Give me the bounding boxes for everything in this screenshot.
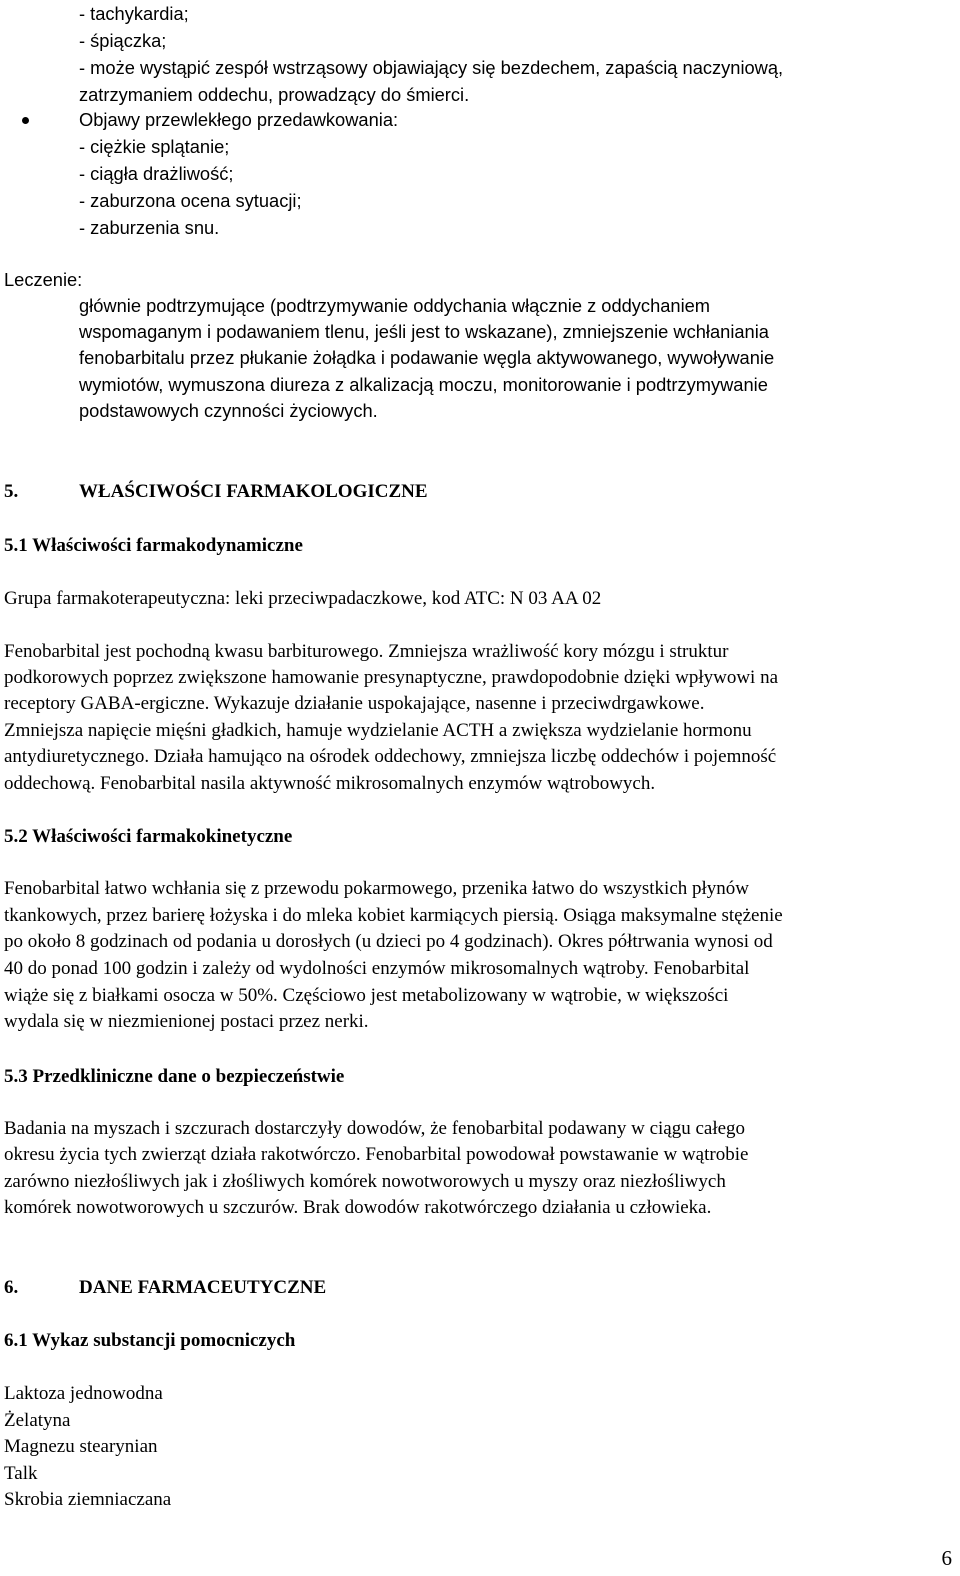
paragraph-line: receptory GABA-ergiczne. Wykazuje działanie uspokajające, nasenne i przeciwdrgawkowe. (4, 693, 705, 714)
symptom-item: - ciągła drażliwość; (79, 163, 234, 184)
paragraph-line: Fenobarbital łatwo wchłania się z przewodu pokarmowego, przenika łatwo do wszystkich płynów (4, 878, 750, 899)
symptom-item: zatrzymaniem oddechu, prowadzący do śmierci. (79, 84, 470, 105)
paragraph-line: podkorowych poprzez zwiększone hamowanie presynaptyczne, prawdopodobnie dzięki wpływowi na (4, 667, 778, 688)
section-number: 5. (4, 481, 19, 502)
excipient-item: Laktoza jednowodna (4, 1383, 163, 1404)
paragraph-line: Fenobarbital jest pochodną kwasu barbiturowego. Zmniejsza wrażliwość kory mózgu i struktur (4, 641, 729, 662)
symptom-item: - śpiączka; (79, 30, 167, 51)
subsection-heading: 6.1 Wykaz substancji pomocniczych (4, 1330, 296, 1351)
paragraph-line: Badania na myszach i szczurach dostarczyły dowodów, że fenobarbital podawany w ciągu całego (4, 1118, 746, 1139)
symptom-item: - zaburzenia snu. (79, 217, 220, 238)
paragraph-line: okresu życia tych zwierząt działa rakotwórczo. Fenobarbital powodował powstawanie w wątrobie (4, 1144, 749, 1165)
paragraph-line: komórek nowotworowych u szczurów. Brak dowodów rakotwórczego działania u człowieka. (4, 1197, 712, 1218)
chronic-overdose-heading: Objawy przewlekłego przedawkowania: (79, 109, 399, 130)
bullet-icon (22, 117, 29, 124)
treatment-text-line: wymiotów, wymuszona diureza z alkalizacją moczu, monitorowanie i podtrzymywanie (79, 374, 768, 395)
treatment-text-line: wspomaganym i podawaniem tlenu, jeśli jest to wskazane), zmniejszenie wchłaniania (79, 321, 769, 342)
treatment-text-line: podstawowych czynności życiowych. (79, 400, 378, 421)
paragraph-line: wiąże się z białkami osocza w 50%. Częściowo jest metabolizowany w wątrobie, w większości (4, 985, 729, 1006)
paragraph-line: 40 do ponad 100 godzin i zależy od wydolności enzymów mikrosomalnych wątroby. Fenobarbital (4, 958, 750, 979)
section-title: WŁAŚCIWOŚCI FARMAKOLOGICZNE (79, 481, 428, 502)
page-number: 6 (941, 1546, 952, 1570)
symptom-item: - zaburzona ocena sytuacji; (79, 190, 302, 211)
paragraph-line: po około 8 godzinach od podania u dorosłych (u dzieci po 4 godzinach). Okres półtrwania wynosi od (4, 931, 773, 952)
section-number: 6. (4, 1277, 19, 1298)
paragraph-line: oddechową. Fenobarbital nasila aktywność mikrosomalnych enzymów wątrobowych. (4, 773, 656, 794)
excipient-item: Żelatyna (4, 1410, 71, 1431)
symptom-item: - ciężkie splątanie; (79, 136, 230, 157)
symptom-item: - tachykardia; (79, 3, 189, 24)
excipient-item: Talk (4, 1463, 38, 1484)
excipient-item: Skrobia ziemniaczana (4, 1489, 172, 1510)
treatment-text-line: fenobarbitalu przez płukanie żołądka i podawanie węgla aktywowanego, wywoływanie (79, 347, 775, 368)
excipient-item: Magnezu stearynian (4, 1436, 158, 1457)
section-title: DANE FARMACEUTYCZNE (79, 1277, 327, 1298)
paragraph-line: wydala się w niezmienionej postaci przez nerki. (4, 1011, 369, 1032)
paragraph-line: antydiuretycznego. Działa hamująco na ośrodek oddechowy, zmniejsza liczbę oddechów i pojemność (4, 746, 777, 767)
treatment-text-line: głównie podtrzymujące (podtrzymywanie oddychania włącznie z oddychaniem (79, 295, 711, 316)
subsection-heading: 5.1 Właściwości farmakodynamiczne (4, 535, 303, 556)
subsection-heading: 5.3 Przedkliniczne dane o bezpieczeństwie (4, 1066, 345, 1087)
treatment-label: Leczenie: (4, 269, 83, 290)
symptom-item: - może wystąpić zespół wstrząsowy objawiający się bezdechem, zapaścią naczyniową, (79, 57, 784, 78)
atc-group-line: Grupa farmakoterapeutyczna: leki przeciwpadaczkowe, kod ATC: N 03 AA 02 (4, 588, 602, 609)
paragraph-line: tkankowych, przez barierę łożyska i do mleka kobiet karmiących piersią. Osiąga maksymalne stężenie (4, 905, 783, 926)
subsection-heading: 5.2 Właściwości farmakokinetyczne (4, 826, 293, 847)
paragraph-line: zarówno niezłośliwych jak i złośliwych komórek nowotworowych u myszy oraz niezłośliwych (4, 1171, 726, 1192)
paragraph-line: Zmniejsza napięcie mięśni gładkich, hamuje wydzielanie ACTH a zwiększa wydzielanie hormonu (4, 720, 752, 741)
